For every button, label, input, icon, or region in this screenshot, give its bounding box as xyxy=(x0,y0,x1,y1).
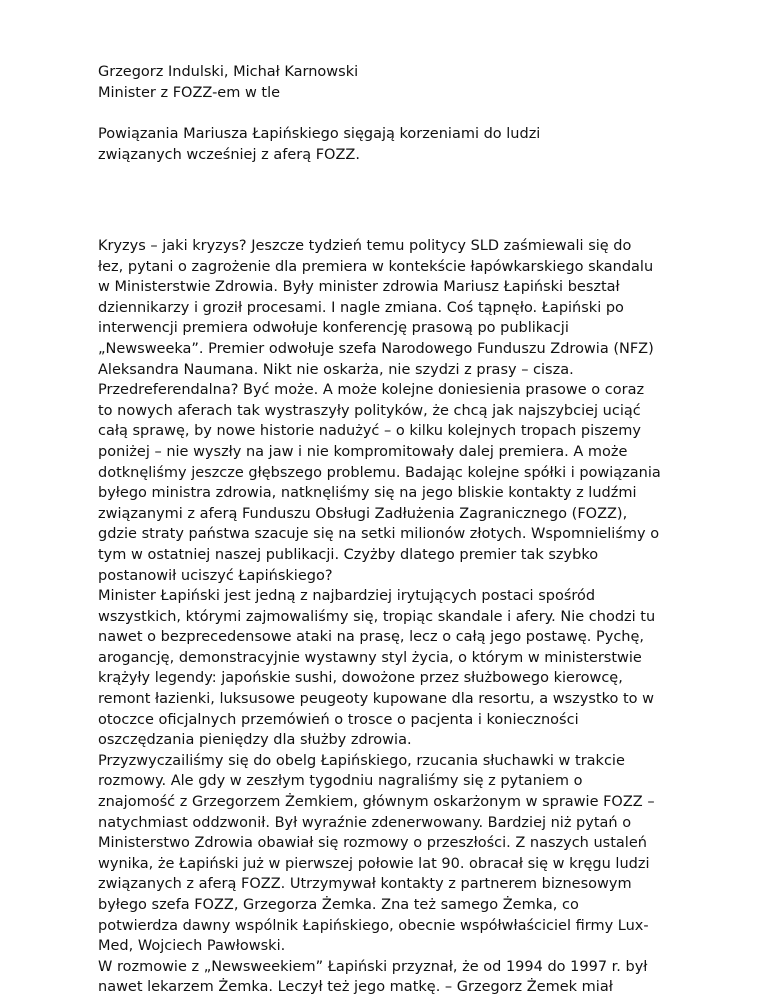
body-line: potwierdza dawny wspólnik Łapińskiego, obecnie współwłaściciel firmy Lux- xyxy=(98,917,649,934)
body-line: W rozmowie z „Newsweekiem” Łapiński przyznał, że od 1994 do 1997 r. był xyxy=(98,958,648,975)
body-line: postanowił uciszyć Łapińskiego? xyxy=(98,567,333,584)
body-line: rozmowy. Ale gdy w zeszłym tygodniu nagraliśmy się z pytaniem o xyxy=(98,773,583,790)
body-line: związanymi z aferą Funduszu Obsługi Zadłużenia Zagranicznego (FOZZ), xyxy=(98,505,628,522)
body-line: natychmiast oddzwonił. Był wyraźnie zdenerwowany. Bardziej niż pytań o xyxy=(98,814,632,831)
body-line: byłego ministra zdrowia, natknęliśmy się na jego bliskie kontakty z ludźmi xyxy=(98,485,637,502)
body-line: „Newsweeka”. Premier odwołuje szefa Narodowego Funduszu Zdrowia (NFZ) xyxy=(98,340,654,357)
body-line: związanych z aferą FOZZ. Utrzymywał kontakty z partnerem biznesowym xyxy=(98,876,632,893)
body-line: Kryzys – jaki kryzys? Jeszcze tydzień temu politycy SLD zaśmiewali się do xyxy=(98,238,632,254)
body-line: arogancję, demonstracyjnie wystawny styl życia, o którym w ministerstwie xyxy=(98,649,642,666)
body-line: Ministerstwo Zdrowia obawiał się rozmowy o przeszłości. Z naszych ustaleń xyxy=(98,835,647,852)
body-line: Minister Łapiński jest jedną z najbardziej irytujących postaci spośród xyxy=(98,588,596,605)
body-line: Przyzwyczailiśmy się do obelg Łapińskiego, rzucania słuchawki w trakcie xyxy=(98,752,625,769)
body-line: łez, pytani o zagrożenie dla premiera w kontekście łapówkarskiego skandalu xyxy=(98,258,654,275)
body-line: remont łazienki, luksusowe peugeoty kupowane dla resortu, a wszystko to w xyxy=(98,691,654,708)
article-title: Minister z FOZZ-em w tle xyxy=(98,85,281,101)
body-line: tym w ostatniej naszej publikacji. Czyżby dlatego premier tak szybko xyxy=(98,546,599,563)
article-lead xyxy=(98,124,698,166)
body-line: interwencji premiera odwołuje konferencję prasową po publikacji xyxy=(98,320,569,337)
body-line: całą sprawę, by nowe historie nadużyć – o kilku kolejnych tropach piszemy xyxy=(98,423,641,440)
body-line: otoczce oficjalnych przemówień o trosce o pacjenta i konieczności xyxy=(98,711,579,728)
body-line: to nowych aferach tak wystraszyły polityków, że chcą jak najszybciej uciąć xyxy=(98,402,641,419)
body-line: nawet lekarzem Żemka. Leczył też jego matkę. – Grzegorz Żemek miał xyxy=(98,979,613,996)
body-line: Przedreferendalna? Być może. A może kolejne doniesienia prasowe o coraz xyxy=(98,382,645,399)
authors-line: Grzegorz Indulski, Michał Karnowski xyxy=(98,64,359,80)
body-line: nawet o bezprecedensowe ataki na prasę, lecz o całą jego postawę. Pychę, xyxy=(98,629,645,646)
article-header xyxy=(98,62,698,104)
lead-line: Powiązania Mariusza Łapińskiego sięgają korzeniami do ludzi xyxy=(98,126,541,142)
body-line: Aleksandra Naumana. Nikt nie oskarża, nie szydzi z prasy – cisza. xyxy=(98,361,574,378)
body-line: krążyły legendy: japońskie sushi, dowożone przez służbowego kierowcę, xyxy=(98,670,623,687)
body-line: Med, Wojciech Pawłowski. xyxy=(98,938,286,955)
body-line: byłego szefa FOZZ, Grzegorza Żemka. Zna też samego Żemka, co xyxy=(98,897,579,913)
body-line: wynika, że Łapiński już w pierwszej połowie lat 90. obracał się w kręgu ludzi xyxy=(98,855,650,872)
body-line: gdzie straty państwa szacuje się na setki milionów złotych. Wspomnieliśmy o xyxy=(98,526,660,543)
lead-line: związanych wcześniej z aferą FOZZ. xyxy=(98,147,360,163)
body-line: dotknęliśmy jeszcze głębszego problemu. Badając kolejne spółki i powiązania xyxy=(98,464,661,481)
article-body xyxy=(98,236,718,998)
body-line: poniżej – nie wyszły na jaw i nie kompromitowały dalej premiera. A może xyxy=(98,443,628,460)
body-line: w Ministerstwie Zdrowia. Były minister zdrowia Mariusz Łapiński beształ xyxy=(98,279,620,296)
body-line: oszczędzania pieniędzy dla służby zdrowia. xyxy=(98,732,412,749)
body-line: wszystkich, którymi zajmowaliśmy się, tropiąc skandale i afery. Nie chodzi tu xyxy=(98,608,656,625)
body-line: znajomość z Grzegorzem Żemkiem, głównym oskarżonym w sprawie FOZZ – xyxy=(98,794,655,811)
body-line: dziennikarzy i groził procesami. I nagle zmiana. Coś tąpnęło. Łapiński po xyxy=(98,299,624,316)
